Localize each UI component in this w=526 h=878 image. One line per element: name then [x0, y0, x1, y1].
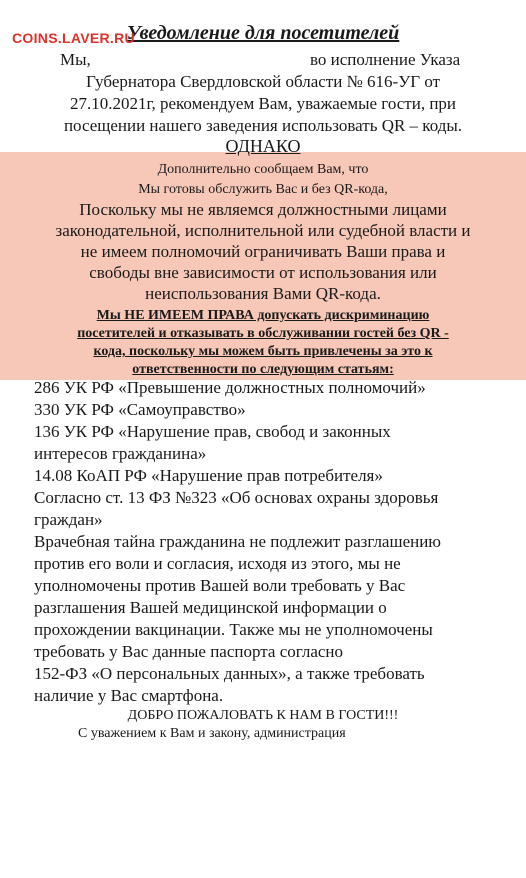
body-line-7: 152-ФЗ «О персональных данных», а также требовать: [34, 664, 425, 683]
warning-line-2: посетителей и отказывать в обслуживании гостей без QR -: [77, 326, 449, 341]
article-136-cont: интересов гражданина»: [34, 444, 207, 463]
highlight-line-6: свободы вне зависимости от использования или: [89, 263, 437, 282]
body-line-6: требовать у Вас данные паспорта согласно: [34, 642, 344, 661]
article-fz323-cont: граждан»: [34, 510, 103, 529]
article-330: 330 УК РФ «Самоуправство»: [34, 400, 246, 419]
warning-line-3: кода, поскольку мы можем быть привлечены за это к: [93, 344, 433, 359]
highlight-line-4: законодательной, исполнительной или судебной власти и: [55, 221, 471, 240]
welcome-text: ДОБРО ПОЖАЛОВАТЬ К НАМ В ГОСТИ!!!: [127, 708, 399, 723]
intro-decree: во исполнение Указа: [310, 50, 461, 69]
highlight-line-2: Мы готовы обслужить Вас и без QR-кода,: [138, 182, 388, 197]
highlight-line-1: Дополнительно сообщаем Вам, что: [157, 162, 369, 177]
however-heading: ОДНАКО: [225, 136, 301, 156]
page-title: Уведомление для посетителей: [126, 22, 400, 44]
body-line-2: против его воли и согласия, исходя из этого, мы не: [34, 554, 401, 573]
body-line-5: прохождении вакцинации. Также мы не уполномочены: [34, 620, 433, 639]
intro-line-2: Губернатора Свердловской области № 616-УГ от: [85, 72, 441, 91]
article-286: 286 УК РФ «Превышение должностных полномочий»: [34, 378, 426, 397]
body-line-4: разглашения Вашей медицинской информации о: [34, 598, 387, 617]
warning-line-4: ответственности по следующим статьям:: [132, 362, 394, 377]
highlight-line-5: не имеем полномочий ограничивать Ваши права и: [80, 242, 446, 261]
highlight-line-7: неиспользования Вами QR-кода.: [145, 284, 381, 303]
body-line-1: Врачебная тайна гражданина не подлежит разглашению: [34, 532, 442, 551]
intro-line-4: посещении нашего заведения использовать QR – коды.: [63, 116, 463, 135]
article-fz323: Согласно ст. 13 ФЗ №323 «Об основах охраны здоровья: [34, 488, 439, 507]
body-line-8: наличие у Вас смартфона.: [34, 686, 224, 705]
site-watermark: COINS.LAVER.RU: [12, 30, 135, 46]
article-136: 136 УК РФ «Нарушение прав, свобод и законных: [34, 422, 391, 441]
signature: С уважением к Вам и закону, администрация: [78, 726, 346, 741]
intro-line-3: 27.10.2021г, рекомендуем Вам, уважаемые гости, при: [69, 94, 457, 113]
warning-line-1: Мы НЕ ИМЕЕМ ПРАВА допускать дискриминацию: [96, 308, 430, 323]
intro-we: Мы,: [60, 50, 91, 69]
article-1408: 14.08 КоАП РФ «Нарушение прав потребителя»: [34, 466, 383, 485]
highlight-line-3: Поскольку мы не являемся должностными лицами: [79, 200, 447, 219]
body-line-3: уполномочены против Вашей воли требовать у Вас: [34, 576, 406, 595]
